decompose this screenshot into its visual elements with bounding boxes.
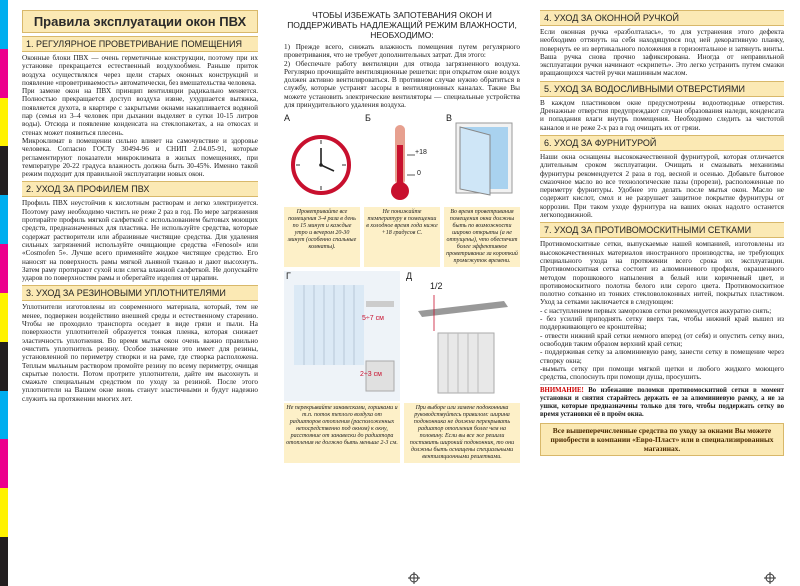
color-swatch: [0, 439, 8, 488]
warning-text: Во избежание поломки противомоскитной сетки в момент установки и снятия старайтесь держать ее за алюминиевую рамку, а не за ушки, которые предназначены только для того, чтобы поддержать сетку во время установки её в проём окна.: [540, 387, 784, 418]
color-swatch: [0, 537, 8, 586]
section-7-text-3: - без усилий приподнять сетку вверх так, чтобы нижний край вышел из поддерживающего ее кронштейна;: [540, 315, 784, 332]
section-3-heading: 3. УХОД ЗА РЕЗИНОВЫМИ УПЛОТНИТЕЛЯМИ: [22, 285, 258, 301]
thermometer-mark-18: +18: [415, 149, 427, 157]
dimension-5-7: 5÷7 см: [362, 315, 384, 323]
fogging-text-1: 1) Прежде всего, снижать влажность помещения путем регулярного проветривания, что не требует дополнительных затрат. Для этого:: [284, 43, 520, 60]
section-7-text-4: - отвести нижний край сетки немного вперед (от себя) и опустить сетку вниз, освободив таким образом верхний край сетки;: [540, 331, 784, 348]
section-7-text-1: Противомоскитные сетки, выпускаемые нашей компанией, изготовлены из высококачественных материалов иностранного производства, не требующих специального ухода на протяжении всего срока их эксплуатации. Противомоскитная сетка состоит из алюминиевого профиля, окрашенного методом порошкового напыления в белый или коричневый цвет, и противомоскитного полотна белого или серого цвета. Противомоскитное полотно сотканно из тонких стекловолоконных нитей, покрытых пластиком. Уход за сетками заключается в следующем:: [540, 240, 784, 307]
figure-d: [404, 271, 520, 401]
figure-g-label: Г: [286, 271, 291, 282]
fogging-text-2: 2) Обеспечьте работу вентиляции для отвода загрязненного воздуха. Регулярно прочищайте вентиляционные решетки: при открытом окне воздух должен активно вентилироваться. В противном случае нужно обратиться в службу, которые устранят засоры в вентиляционных каналах. Также Вы можете установить электрические вентиляторы — специальные устройства для принудительного удаления воздуха.: [284, 59, 520, 110]
section-6-text: Наши окна оснащены высококачественной фурнитурой, которая отличается длительным сроком эксплуатации. Очищать и смазывать механизмы фурнитуры рекомендуется 2 раза в год, весной и осенью. Добавьте бытовое смазочное масло во все технологические пазы (прорези), расположенные по периметру фурнитуры. Удобнее это делать после мытья окон. Масло не содержит кислот, смол и не разрушает защитное покрытие фурнитуры от коррозии. При таком уходе фурнитура на ваших окнах надолго останется легкоподвижной.: [540, 152, 784, 220]
section-7-heading: 7. УХОД ЗА ПРОТИВОМОСКИТНЫМИ СЕТКАМИ: [540, 222, 784, 238]
crosshair-icon: [408, 572, 420, 584]
section-4-text: Если оконная ручка «разболталась», то для устранения этого дефекта необходимо оттянуть на себя находящуюся под ней декоративную планку, повернуть ее из вертикального положения в горизонтальное и затянуть винты. Ваша ручка снова прочно зафиксирована. Иногда от неправильной эксплуатации ручки начинают «скрипеть». Это легко устранить путем смазки вращающихся частей ручки машинным маслом.: [540, 28, 784, 78]
dimension-2-3: 2÷3 см: [360, 371, 382, 379]
color-swatch: [0, 195, 8, 244]
caption-g: Не перекрывайте занавесками, горшками и т.п. поток теплого воздуха от радиаторов отопления (расположенных непосредственно под окном) к окну, расстояние от занавески до радиатора отопления не должно быть меньше 2-3 см.: [284, 403, 400, 463]
captions-row-1: [284, 207, 520, 267]
caption-b: Не понижайте температуру в помещении в холодное время года ниже +18 градусов С.: [364, 207, 440, 267]
thermometer-mark-0: 0: [417, 170, 421, 178]
color-registration-strip: [0, 0, 8, 586]
windowsill-radiator-icon: [404, 271, 520, 401]
section-7-text-6: -вымыть сетку при помощи мягкой щетки и любого жидкого моющего средства, сполоснуть при помощи душа, просушить.: [540, 364, 784, 382]
column-middle: [284, 10, 520, 463]
figure-g: [284, 271, 400, 401]
color-swatch: [0, 98, 8, 147]
color-swatch: [0, 342, 8, 391]
purchase-note: Все вышеперечисленные средства по уходу за окнами Вы можете приобрести в компании «Евро-Пласт» или в специализированных магазинах.: [540, 423, 784, 456]
caption-a: Проветривайте все помещения 3-4 раза в день по 15 минут и каждые утро и вечером 20-30 минут (особенно спальные комнаты).: [284, 207, 360, 267]
page-title: Правила эксплуатации окон ПВХ: [22, 10, 258, 33]
caption-c: Во время проветривания помещения окна должны быть по возможности широко открыты (а не отпущены), что обеспечит более эффективное проветривание за короткий промежуток времени.: [444, 207, 520, 267]
color-swatch: [0, 146, 8, 195]
section-4-heading: 4. УХОД ЗА ОКОННОЙ РУЧКОЙ: [540, 10, 784, 26]
section-7-text-2: - с наступлением первых заморозков сетки рекомендуется аккуратно снять;: [540, 306, 772, 315]
color-swatch: [0, 49, 8, 98]
section-5-text: В каждом пластиковом окне предусмотрены водоотводные отверстия. Дренажные отверстия предупреждают случаи образования наледи, конденсата и попадания влаги внутрь помещения. Необходимо следить за чистотой каналов и не реже 2-х раз в год очищать их от грязи.: [540, 98, 784, 132]
color-swatch: [0, 488, 8, 537]
figures-row-2: [284, 271, 520, 401]
section-7-text-5: - поддерживая сетку за алюминиевую раму, занести сетку в помещение через створку окна;: [540, 348, 784, 365]
section-1-text-2: При замене окон на ПВХ принцип вентиляции радикально меняется. Полностью прекращается доступ воздуха извне, ухудшается вытяжка, появляется духота, в квартире с закрытыми окнами накапливается водяной пар (семья из 3–4 человек при дыхании выделяет в сутки 10-15 литров воды). Отсюда и появление конденсата на стеклопакетах, а на откосах и стенах может появиться плесень.: [22, 87, 258, 137]
color-swatch: [0, 293, 8, 342]
half-label: 1/2: [430, 281, 443, 292]
section-6-heading: 6. УХОД ЗА ФУРНИТУРОЙ: [540, 135, 784, 151]
warning-box: [540, 384, 784, 418]
figures-row-1: [284, 115, 520, 205]
section-5-heading: 5. УХОД ЗА ВОДОСЛИВНЫМИ ОТВЕРСТИЯМИ: [540, 81, 784, 97]
section-1-text-3: Микроклимат в помещении сильно влияет на самочувствие и здоровье человека. Согласно ГОСТу 30494-96 и СНИП 2.04.05-91, которые регламентируют показатели микроклимата в жилых помещениях, при температуре 20-22 градуса влажность должна быть 30-45%. Именно такой режим подходит для правильной эксплуатации новых окон.: [22, 136, 258, 179]
thermometer-icon: [365, 115, 439, 205]
column-right: [540, 10, 784, 456]
warning-label: ВНИМАНИЕ!: [540, 387, 584, 395]
section-1-text-1: Оконные блоки ПВХ — очень герметичные конструкции, поэтому при их установке прекращается естественный воздухообмен. Раньше приток воздуха осуществлялся через щели старых оконных конструкций и появление «проветриваемость» автоматически, без вмешательства человека.: [22, 54, 258, 87]
figure-c-label: В: [446, 113, 453, 124]
figure-b-label: Б: [365, 113, 371, 124]
fogging-heading: ЧТОБЫ ИЗБЕЖАТЬ ЗАПОТЕВАНИЯ ОКОН И ПОДДЕРЖИВАТЬ НАДЛЕЖАЩИЙ РЕЖИМ ВЛАЖНОСТИ, НЕОБХОДИМО:: [287, 10, 517, 40]
figure-d-label: Д: [406, 271, 413, 282]
curtain-radiator-icon: [284, 271, 400, 401]
captions-row-2: [284, 403, 520, 463]
open-window-icon: [446, 115, 520, 205]
color-swatch: [0, 391, 8, 440]
color-swatch: [0, 0, 8, 49]
caption-d: При выборе или замене подоконника руководствуйтесь правилом: ширина подоконника не должна перекрывать радиатор отопления более чем на половину. Если вы все же решили поставить широкий подоконник, то они должны быть оснащены специальными вентиляционными решетками.: [404, 403, 520, 463]
figure-b: [365, 115, 439, 205]
column-left: [22, 10, 258, 403]
section-2-text: Профиль ПВХ неустойчив к кислотным растворам и легко электризуется. Поэтому раму необходимо чистить не реже 2 раз в год. По мере загрязнения протирайте профиль мягкой салфеткой с использованием бытовых моющих средств, предназначенных для пластика. Не используйте средства, которые содержат растворители или абразивные чистящие средства. Для удаления сильных загрязнений используйте очищающие средства «Fenosol» или «Cosmofen 5». Лучше всего применяйте жидкое чистящее средство. Его наносят на поверхность рамы мягкой льняной тканью и дают высохнуть. Затем раму протирают сухой или слегка влажной салфеткой. Не допускайте ударов по поверхностям рамы и оберегайте изделия от царапин.: [22, 199, 258, 283]
figure-a-label: А: [284, 113, 291, 124]
figure-a: [284, 115, 358, 205]
figure-c: [446, 115, 520, 205]
clock-icon: [284, 115, 358, 205]
crosshair-icon: [764, 572, 776, 584]
section-2-heading: 2. УХОД ЗА ПРОФИЛЕМ ПВХ: [22, 181, 258, 197]
section-1-heading: 1. РЕГУЛЯРНОЕ ПРОВЕТРИВАНИЕ ПОМЕЩЕНИЯ: [22, 36, 258, 52]
section-3-text: Уплотнители изготовлены из современного материала, который, тем не менее, подвержен воздействию внешней среды и естественному старению. Чтобы не проходило транспорта оседает в виде грязи и пыли. На поверхности уплотнителей образуется тонкая пленка, которая снижает эластичность уплотнения. Во время мытья окон очень важно правильно очистить уплотнитель резину. Особое значение это имеет для резины, установленной по периметру створки и на раме, где створка расположена. Теплым мыльным раствором промойте резину по всему периметру, очищая скрытые полости. Потом протрите уплотнители, дайте им высохнуть и смажьте специальным средством по уходу за резиной. После этого уплотнители на Вашем окне вновь станут эластичными и будут надежно служить на протяжении многих лет.: [22, 303, 258, 403]
color-swatch: [0, 244, 8, 293]
